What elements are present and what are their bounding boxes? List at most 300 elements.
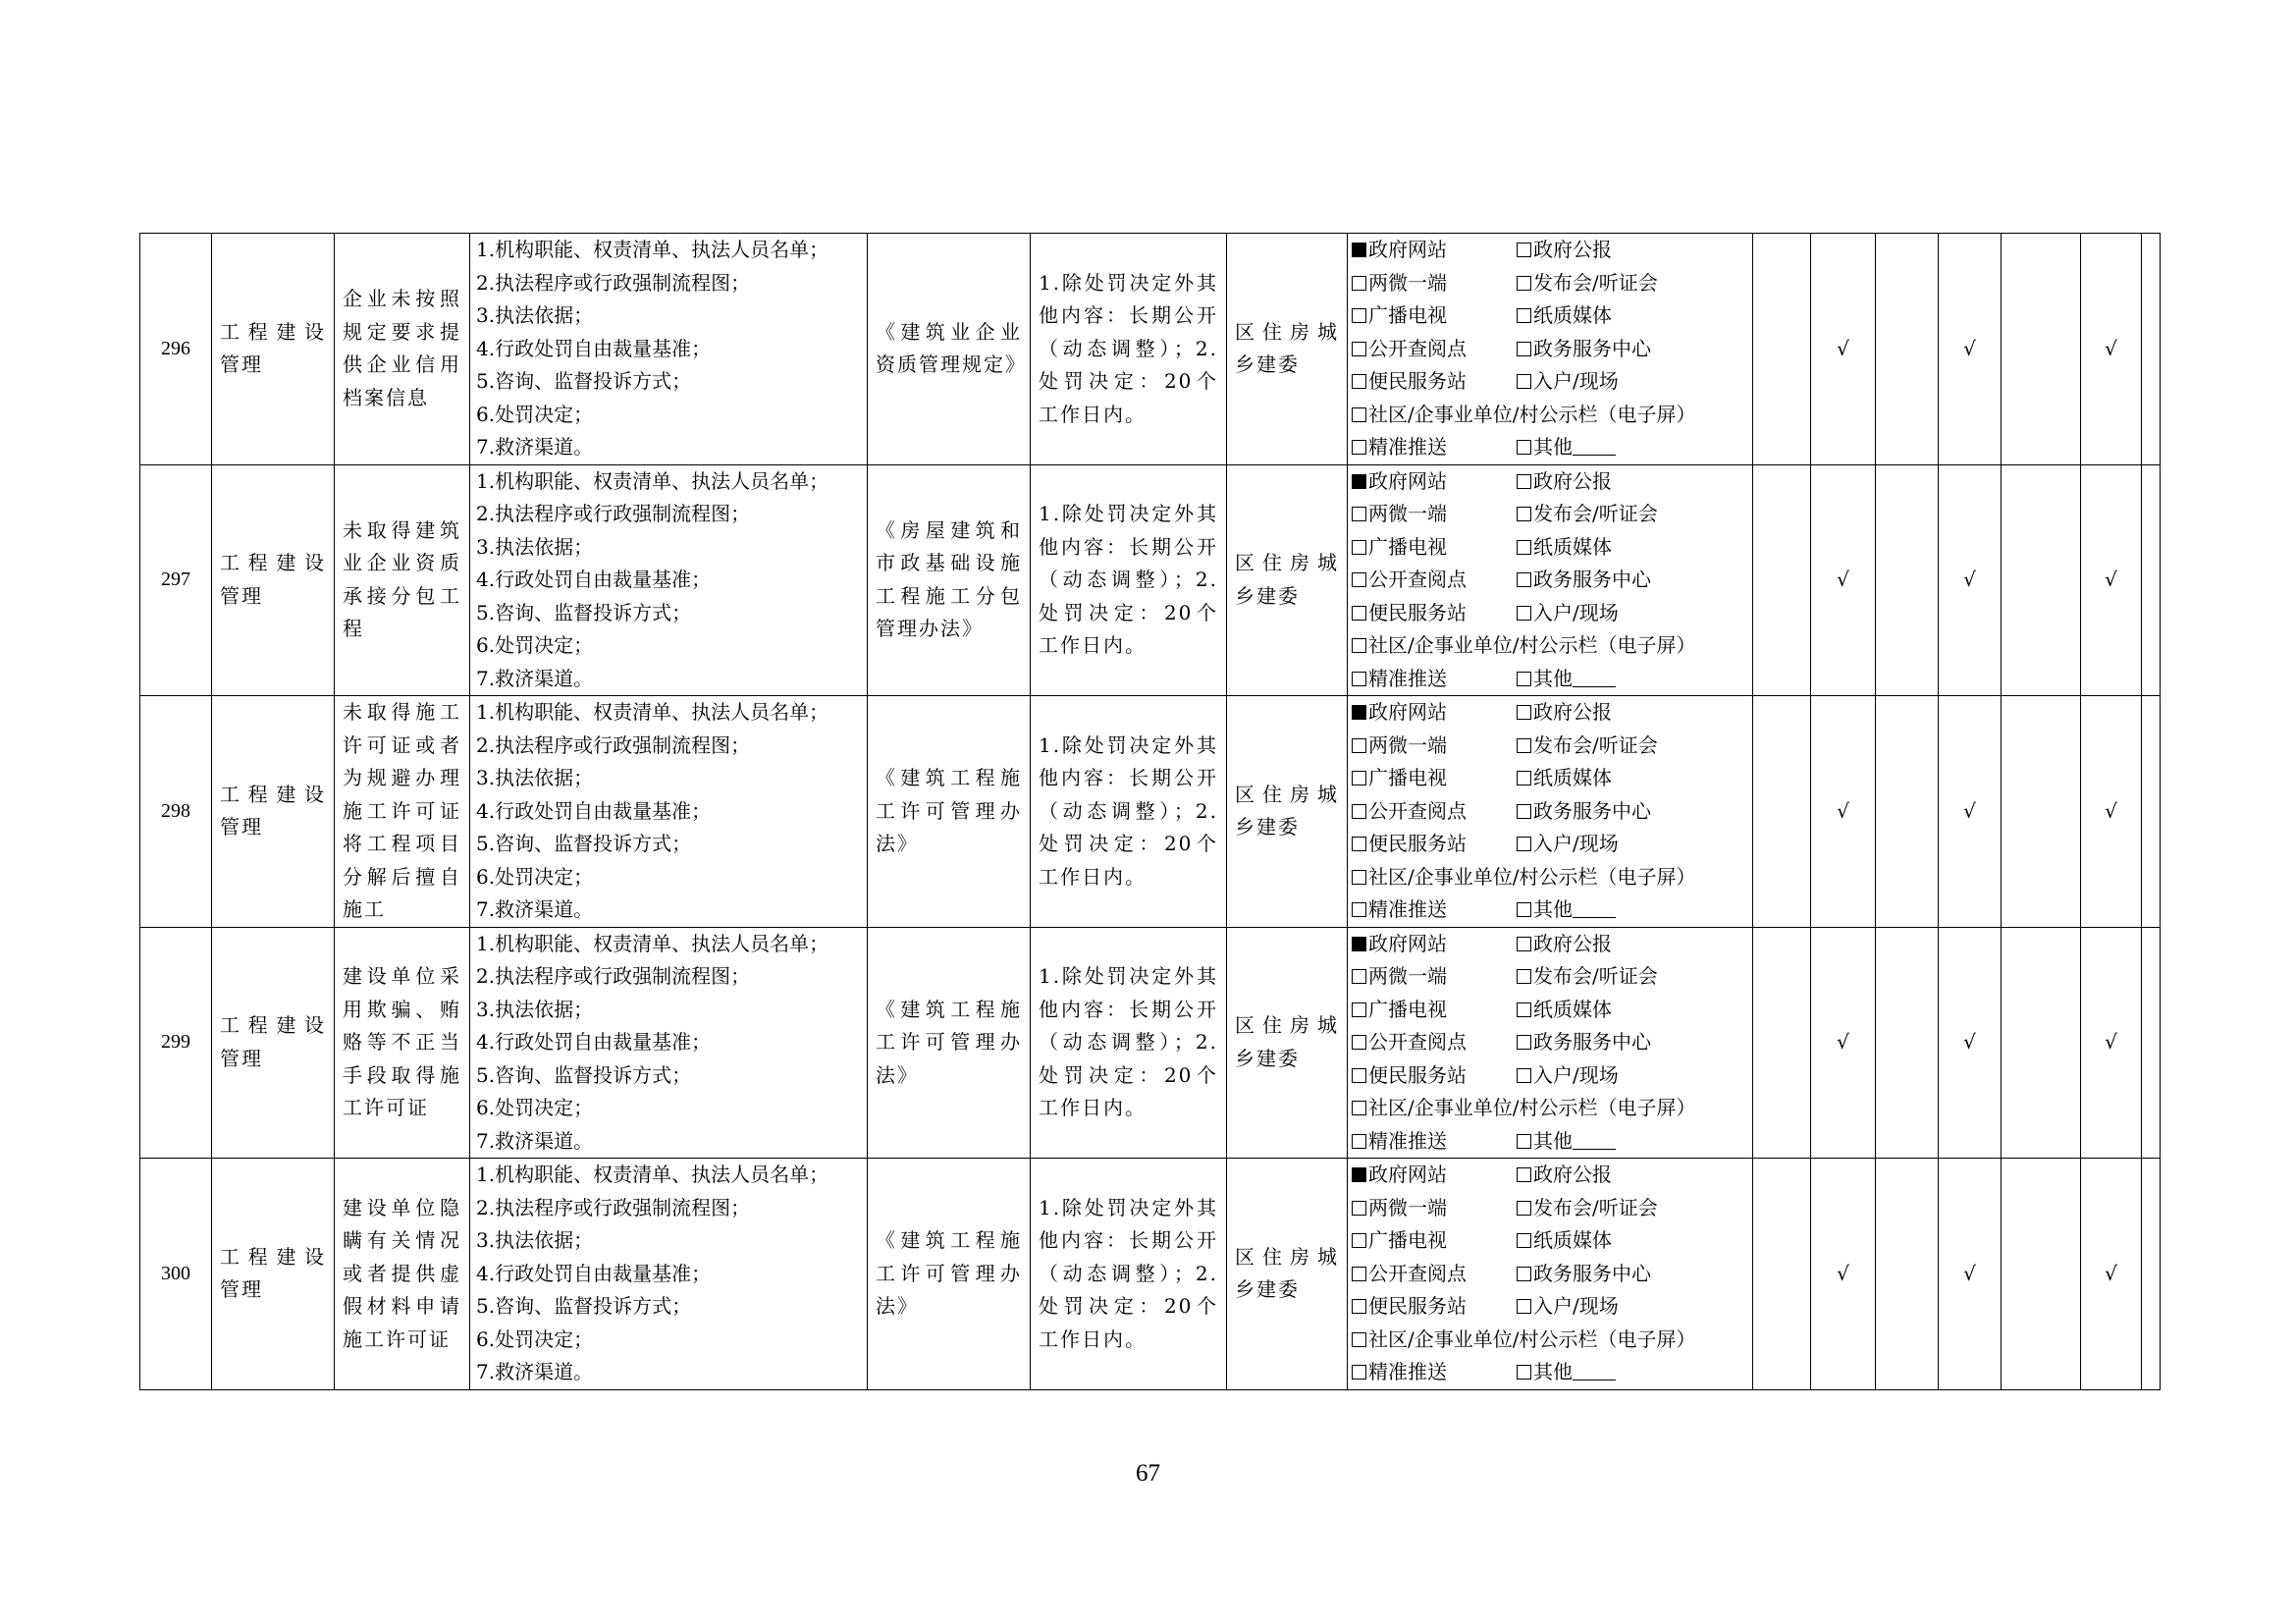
channel-option[interactable] (1517, 337, 1651, 360)
check-cell-1 (1753, 696, 1811, 928)
channel-option[interactable] (1352, 960, 1517, 994)
channel-label: 纸质媒体 (1533, 766, 1612, 789)
channel-option[interactable] (1517, 832, 1619, 855)
check-cell-1 (1753, 464, 1811, 696)
check-cell-4: √ (1939, 234, 2002, 465)
checked-box-icon[interactable] (1352, 937, 1366, 951)
checkbox-icon[interactable] (1352, 870, 1366, 885)
checkbox-icon[interactable] (1352, 276, 1366, 291)
checkbox-icon[interactable] (1352, 507, 1366, 521)
channel-option[interactable] (1352, 1224, 1517, 1258)
content-line: 5.咨询、监督投诉方式； (476, 600, 692, 624)
check-cell-2: √ (1811, 1159, 1876, 1390)
content-line: 4.行政处罚自由裁量基准； (476, 1030, 712, 1054)
content-line: 6.处罚决定； (476, 402, 594, 426)
checkbox-icon[interactable] (1352, 1134, 1366, 1149)
channel-option[interactable] (1352, 828, 1517, 861)
checkbox-icon[interactable] (1517, 902, 1531, 917)
channel-label: 社区/企事业单位/村公示栏（电子屏） (1368, 864, 1696, 889)
row-agency: 区住房城乡建委 (1227, 1159, 1348, 1390)
table-row (140, 927, 2161, 1159)
channel-option[interactable] (1517, 897, 1616, 921)
content-line: 3.执法依据； (476, 766, 594, 789)
channel-option[interactable] (1517, 502, 1658, 525)
channel-label: 政务服务中心 (1533, 798, 1651, 823)
content-line: 1.机构职能、权责清单、执法人员名单； (476, 1163, 829, 1186)
channel-option[interactable] (1517, 1360, 1616, 1383)
channel-option[interactable] (1517, 733, 1658, 757)
channel-label: 公开查阅点 (1368, 1261, 1467, 1285)
row-content (470, 1159, 868, 1390)
checkbox-icon[interactable] (1352, 1233, 1366, 1248)
page-number: 67 (1136, 1460, 1160, 1487)
checked-box-icon[interactable] (1352, 1167, 1366, 1182)
checkbox-icon[interactable] (1517, 440, 1531, 455)
channel-label: 其他 (1533, 1360, 1573, 1383)
row-number: 299 (140, 927, 212, 1159)
channel-option[interactable] (1517, 766, 1612, 789)
fill-in-blank[interactable] (1573, 437, 1616, 456)
channel-label: 政府公报 (1533, 238, 1612, 261)
checkbox-icon[interactable] (1517, 606, 1531, 621)
check-cell-5 (2002, 927, 2081, 1159)
table-row (140, 1159, 2161, 1390)
channel-label: 纸质媒体 (1533, 303, 1612, 327)
content-line: 5.咨询、监督投诉方式； (476, 1294, 692, 1318)
content-line: 7.救济渠道。 (476, 1360, 594, 1383)
checkbox-icon[interactable] (1352, 540, 1366, 555)
channel-label: 精准推送 (1368, 435, 1447, 459)
channel-label: 入户/现场 (1533, 600, 1619, 624)
check-cell-3 (1876, 927, 1939, 1159)
checkbox-icon[interactable] (1352, 1201, 1366, 1216)
row-channels (1348, 464, 1753, 696)
row-basis: 《建筑业企业资质管理规定》 (868, 234, 1031, 465)
checkbox-icon[interactable] (1352, 1267, 1366, 1281)
channel-label: 政府公报 (1533, 700, 1612, 724)
check-cell-4: √ (1939, 1159, 2002, 1390)
row-number: 296 (140, 234, 212, 465)
channel-option[interactable] (1352, 531, 1517, 565)
checkbox-icon[interactable] (1517, 1233, 1531, 1248)
checkbox-icon[interactable] (1517, 572, 1531, 587)
channel-label: 广播电视 (1368, 766, 1447, 789)
channel-label: 政府网站 (1368, 1163, 1447, 1186)
content-line: 3.执法依据； (476, 1228, 594, 1252)
check-cell-1 (1753, 234, 1811, 465)
content-line: 6.处罚决定； (476, 1096, 594, 1119)
channel-label: 两微一端 (1368, 964, 1447, 988)
content-line: 6.处罚决定； (476, 633, 594, 657)
check-cell-2: √ (1811, 696, 1876, 928)
check-cell-3 (1876, 1159, 1939, 1390)
checkbox-icon[interactable] (1352, 1002, 1366, 1017)
checkbox-icon[interactable] (1517, 804, 1531, 819)
channel-option[interactable] (1352, 795, 1517, 829)
channel-label: 政务服务中心 (1533, 568, 1651, 591)
content-line: 5.咨询、监督投诉方式； (476, 369, 692, 393)
row-agency: 区住房城乡建委 (1227, 464, 1348, 696)
channel-label: 发布会/听证会 (1533, 964, 1658, 988)
check-cell-3 (1876, 696, 1939, 928)
channel-label: 其他 (1533, 1128, 1573, 1153)
row-item: 建设单位采用欺骗、贿赂等不正当手段取得施工许可证 (335, 927, 470, 1159)
channel-label: 广播电视 (1368, 1228, 1447, 1252)
channel-label: 便民服务站 (1368, 1294, 1467, 1318)
content-line: 1.机构职能、权责清单、执法人员名单； (476, 468, 829, 493)
checkbox-icon[interactable] (1517, 1299, 1531, 1314)
check-cell-6: √ (2081, 464, 2142, 696)
channel-option[interactable] (1352, 498, 1517, 531)
row-category: 工程建设管理 (212, 1159, 335, 1390)
channel-option[interactable] (1517, 1030, 1651, 1054)
channel-option[interactable] (1352, 267, 1517, 300)
channel-option[interactable] (1352, 994, 1517, 1027)
content-line: 3.执法依据； (476, 997, 594, 1021)
table-row (140, 234, 2161, 465)
content-line: 3.执法依据； (476, 303, 594, 327)
fill-in-blank[interactable] (1573, 899, 1616, 918)
checkbox-icon[interactable] (1517, 672, 1531, 686)
channel-option[interactable] (1517, 1063, 1619, 1087)
checkbox-icon[interactable] (1517, 1002, 1531, 1017)
checkbox-icon[interactable] (1517, 507, 1531, 521)
checkbox-icon[interactable] (1517, 937, 1531, 951)
channel-label: 便民服务站 (1368, 1062, 1467, 1087)
channel-label: 入户/现场 (1533, 1294, 1619, 1318)
checkbox-icon[interactable] (1352, 638, 1366, 653)
check-cell-4: √ (1939, 464, 2002, 696)
channel-label: 纸质媒体 (1533, 534, 1612, 559)
channel-option[interactable] (1517, 568, 1651, 591)
check-cell-7 (2142, 1159, 2161, 1390)
content-line: 6.处罚决定； (476, 864, 594, 889)
content-line: 2.执法程序或行政强制流程图； (476, 732, 751, 757)
channel-option[interactable] (1352, 1059, 1517, 1093)
channel-label: 发布会/听证会 (1533, 270, 1658, 295)
check-cell-7 (2142, 464, 2161, 696)
checkbox-icon[interactable] (1352, 374, 1366, 389)
row-channels (1348, 927, 1753, 1159)
checkbox-icon[interactable] (1352, 902, 1366, 917)
channel-option[interactable] (1352, 663, 1517, 696)
channel-option[interactable] (1352, 865, 1695, 889)
channel-label: 政府公报 (1533, 468, 1612, 493)
content-line: 7.救济渠道。 (476, 666, 594, 690)
channel-label: 两微一端 (1368, 502, 1447, 525)
channel-label: 广播电视 (1368, 997, 1447, 1021)
content-line: 4.行政处罚自由裁量基准； (476, 798, 712, 823)
content-line: 2.执法程序或行政强制流程图； (476, 270, 751, 295)
channel-option[interactable] (1352, 333, 1517, 366)
check-cell-6: √ (2081, 1159, 2142, 1390)
channel-label: 便民服务站 (1368, 600, 1467, 624)
channel-option[interactable] (1352, 1096, 1695, 1119)
checkbox-icon[interactable] (1517, 1201, 1531, 1216)
row-agency: 区住房城乡建委 (1227, 696, 1348, 928)
channel-label: 社区/企事业单位/村公示栏（电子屏） (1368, 1326, 1696, 1351)
row-content (470, 696, 868, 928)
channel-option[interactable] (1517, 238, 1612, 261)
checked-box-icon[interactable] (1352, 243, 1366, 257)
channel-option[interactable] (1517, 1129, 1616, 1153)
channel-option[interactable] (1352, 564, 1517, 597)
channel-option[interactable] (1352, 1290, 1517, 1324)
channel-label: 入户/现场 (1533, 1062, 1619, 1087)
checkbox-icon[interactable] (1517, 474, 1531, 489)
channel-label: 政府公报 (1533, 931, 1612, 955)
channel-label: 政府网站 (1368, 700, 1447, 724)
check-cell-6: √ (2081, 234, 2142, 465)
channel-label: 精准推送 (1368, 897, 1447, 921)
channel-option[interactable] (1352, 403, 1695, 426)
checkbox-icon[interactable] (1352, 771, 1366, 785)
content-line: 4.行政处罚自由裁量基准； (476, 1261, 712, 1285)
channel-label: 其他 (1533, 435, 1573, 459)
channel-option[interactable] (1517, 700, 1612, 724)
checkbox-icon[interactable] (1517, 342, 1531, 356)
row-content (470, 464, 868, 696)
channel-label: 精准推送 (1368, 1360, 1447, 1383)
checkbox-icon[interactable] (1352, 1332, 1366, 1347)
checkbox-icon[interactable] (1517, 837, 1531, 851)
channel-option[interactable] (1517, 271, 1658, 295)
checkbox-icon[interactable] (1517, 374, 1531, 389)
checkbox-icon[interactable] (1517, 1267, 1531, 1281)
row-time-limit: 1.除处罚决定外其他内容：长期公开（动态调整）；2.处罚决定：20个工作日内。 (1031, 927, 1227, 1159)
row-channels (1348, 696, 1753, 928)
row-time-limit: 1.除处罚决定外其他内容：长期公开（动态调整）；2.处罚决定：20个工作日内。 (1031, 234, 1227, 465)
row-item: 未取得建筑业企业资质承接分包工程 (335, 464, 470, 696)
channel-option[interactable] (1352, 234, 1517, 267)
channel-label: 发布会/听证会 (1533, 502, 1658, 525)
channel-option[interactable] (1517, 303, 1612, 327)
checkbox-icon[interactable] (1517, 1167, 1531, 1182)
channel-option[interactable] (1352, 1192, 1517, 1225)
checkbox-icon[interactable] (1517, 1134, 1531, 1149)
checkbox-icon[interactable] (1517, 276, 1531, 291)
check-cell-5 (2002, 464, 2081, 696)
channel-label: 公开查阅点 (1368, 798, 1467, 823)
disclosure-table (139, 233, 2161, 1390)
table-row (140, 696, 2161, 928)
checkbox-icon[interactable] (1517, 771, 1531, 785)
check-cell-6: √ (2081, 696, 2142, 928)
channel-option[interactable] (1517, 1196, 1658, 1219)
row-time-limit: 1.除处罚决定外其他内容：长期公开（动态调整）；2.处罚决定：20个工作日内。 (1031, 1159, 1227, 1390)
channel-option[interactable] (1517, 1163, 1612, 1186)
channel-option[interactable] (1352, 1125, 1517, 1159)
channel-option[interactable] (1352, 1327, 1695, 1351)
channel-option[interactable] (1517, 535, 1612, 559)
check-cell-1 (1753, 927, 1811, 1159)
channel-option[interactable] (1517, 435, 1616, 459)
channel-label: 两微一端 (1368, 1195, 1447, 1219)
content-line: 1.机构职能、权责清单、执法人员名单； (476, 238, 829, 261)
channel-option[interactable] (1352, 465, 1517, 499)
row-number: 300 (140, 1159, 212, 1390)
channel-label: 发布会/听证会 (1533, 1195, 1658, 1219)
fill-in-blank[interactable] (1573, 1131, 1616, 1150)
row-basis: 《建筑工程施工许可管理办法》 (868, 696, 1031, 928)
row-basis: 《房屋建筑和市政基础设施工程施工分包管理办法》 (868, 464, 1031, 696)
channel-label: 公开查阅点 (1368, 336, 1467, 360)
channel-label: 政务服务中心 (1533, 1261, 1651, 1285)
checked-box-icon[interactable] (1352, 474, 1366, 489)
row-category: 工程建设管理 (212, 927, 335, 1159)
checkbox-icon[interactable] (1352, 308, 1366, 323)
checkbox-icon[interactable] (1352, 969, 1366, 984)
channel-label: 社区/企事业单位/村公示栏（电子屏） (1368, 402, 1696, 426)
table-row (140, 464, 2161, 696)
row-channels (1348, 234, 1753, 465)
check-cell-7 (2142, 234, 2161, 465)
checkbox-icon[interactable] (1352, 1035, 1366, 1050)
row-agency: 区住房城乡建委 (1227, 927, 1348, 1159)
check-cell-4: √ (1939, 696, 2002, 928)
channel-option[interactable] (1517, 369, 1619, 393)
checkbox-icon[interactable] (1352, 804, 1366, 819)
content-line: 7.救济渠道。 (476, 1128, 594, 1153)
checkbox-icon[interactable] (1517, 969, 1531, 984)
channel-option[interactable] (1517, 1228, 1612, 1252)
content-line: 7.救济渠道。 (476, 897, 594, 921)
channel-label: 其他 (1533, 666, 1573, 690)
checkbox-icon[interactable] (1352, 342, 1366, 356)
checkbox-icon[interactable] (1352, 1299, 1366, 1314)
content-line: 1.机构职能、权责清单、执法人员名单； (476, 931, 829, 955)
row-agency: 区住房城乡建委 (1227, 234, 1348, 465)
channel-label: 社区/企事业单位/村公示栏（电子屏） (1368, 1096, 1696, 1119)
checkbox-icon[interactable] (1517, 1035, 1531, 1050)
row-content (470, 927, 868, 1159)
checkbox-icon[interactable] (1517, 738, 1531, 753)
channel-label: 广播电视 (1368, 534, 1447, 559)
checkbox-icon[interactable] (1352, 1365, 1366, 1380)
checkbox-icon[interactable] (1517, 540, 1531, 555)
check-cell-6: √ (2081, 927, 2142, 1159)
checkbox-icon[interactable] (1352, 738, 1366, 753)
channel-option[interactable] (1517, 799, 1651, 823)
channel-label: 广播电视 (1368, 303, 1447, 327)
channel-option[interactable] (1517, 469, 1612, 493)
checked-box-icon[interactable] (1352, 705, 1366, 720)
channel-label: 便民服务站 (1368, 832, 1467, 855)
checkbox-icon[interactable] (1352, 1068, 1366, 1083)
row-number: 297 (140, 464, 212, 696)
channel-option[interactable] (1352, 928, 1517, 961)
checkbox-icon[interactable] (1352, 572, 1366, 587)
check-cell-7 (2142, 927, 2161, 1159)
row-channels (1348, 1159, 1753, 1390)
fill-in-blank[interactable] (1573, 1362, 1616, 1380)
row-item: 企业未按照规定要求提供企业信用档案信息 (335, 234, 470, 465)
check-cell-5 (2002, 1159, 2081, 1390)
channel-option[interactable] (1352, 1159, 1517, 1192)
channel-label: 政府公报 (1533, 1163, 1612, 1186)
row-item: 未取得施工许可证或者为规避办理施工许可证将工程项目分解后擅自施工 (335, 696, 470, 928)
channel-label: 精准推送 (1368, 1128, 1447, 1153)
content-line: 1.机构职能、权责清单、执法人员名单； (476, 700, 829, 724)
channel-label: 政府网站 (1368, 931, 1447, 955)
checkbox-icon[interactable] (1352, 837, 1366, 851)
channel-option[interactable] (1352, 431, 1517, 464)
content-line: 5.咨询、监督投诉方式； (476, 832, 692, 855)
channel-option[interactable] (1352, 597, 1517, 630)
channel-option[interactable] (1352, 893, 1517, 927)
content-line: 7.救济渠道。 (476, 435, 594, 459)
channel-label: 政府网站 (1368, 238, 1447, 261)
row-category: 工程建设管理 (212, 234, 335, 465)
channel-option[interactable] (1517, 667, 1616, 690)
channel-option[interactable] (1352, 696, 1517, 730)
checkbox-icon[interactable] (1352, 440, 1366, 455)
channel-label: 政务服务中心 (1533, 1030, 1651, 1054)
channel-option[interactable] (1517, 601, 1619, 624)
checkbox-icon[interactable] (1352, 407, 1366, 422)
content-line: 2.执法程序或行政强制流程图； (476, 502, 751, 525)
channel-option[interactable] (1352, 365, 1517, 399)
channel-option[interactable] (1352, 633, 1695, 657)
channel-option[interactable] (1352, 1356, 1517, 1389)
channel-label: 社区/企事业单位/村公示栏（电子屏） (1368, 633, 1696, 657)
fill-in-blank[interactable] (1573, 669, 1616, 687)
check-cell-5 (2002, 696, 2081, 928)
row-basis: 《建筑工程施工许可管理办法》 (868, 1159, 1031, 1390)
channel-option[interactable] (1517, 998, 1612, 1021)
checkbox-icon[interactable] (1517, 308, 1531, 323)
checkbox-icon[interactable] (1517, 1068, 1531, 1083)
channel-label: 入户/现场 (1533, 369, 1619, 393)
channel-option[interactable] (1517, 932, 1612, 955)
content-line: 3.执法依据； (476, 534, 594, 559)
content-line: 2.执法程序或行政强制流程图； (476, 1195, 751, 1219)
checkbox-icon[interactable] (1352, 1101, 1366, 1115)
checkbox-icon[interactable] (1517, 705, 1531, 720)
content-line: 4.行政处罚自由裁量基准； (476, 336, 712, 360)
check-cell-3 (1876, 464, 1939, 696)
channel-option[interactable] (1517, 1262, 1651, 1285)
check-cell-4: √ (1939, 927, 2002, 1159)
content-line: 6.处罚决定； (476, 1326, 594, 1351)
channel-label: 精准推送 (1368, 666, 1447, 690)
content-line: 2.执法程序或行政强制流程图； (476, 964, 751, 988)
channel-option[interactable] (1517, 1294, 1619, 1318)
channel-option[interactable] (1352, 299, 1517, 333)
check-cell-5 (2002, 234, 2081, 465)
channel-label: 纸质媒体 (1533, 1228, 1612, 1252)
content-line: 4.行政处罚自由裁量基准； (476, 568, 712, 591)
check-cell-1 (1753, 1159, 1811, 1390)
channel-option[interactable] (1352, 730, 1517, 763)
check-cell-3 (1876, 234, 1939, 465)
channel-option[interactable] (1352, 762, 1517, 795)
checkbox-icon[interactable] (1352, 672, 1366, 686)
checkbox-icon[interactable] (1517, 1365, 1531, 1380)
row-basis: 《建筑工程施工许可管理办法》 (868, 927, 1031, 1159)
channel-label: 两微一端 (1368, 270, 1447, 295)
channel-option[interactable] (1517, 964, 1658, 988)
check-cell-7 (2142, 696, 2161, 928)
channel-option[interactable] (1352, 1026, 1517, 1059)
check-cell-2: √ (1811, 234, 1876, 465)
channel-label: 纸质媒体 (1533, 997, 1612, 1021)
row-content (470, 234, 868, 465)
checkbox-icon[interactable] (1517, 243, 1531, 257)
checkbox-icon[interactable] (1352, 606, 1366, 621)
check-cell-2: √ (1811, 464, 1876, 696)
channel-option[interactable] (1352, 1258, 1517, 1291)
